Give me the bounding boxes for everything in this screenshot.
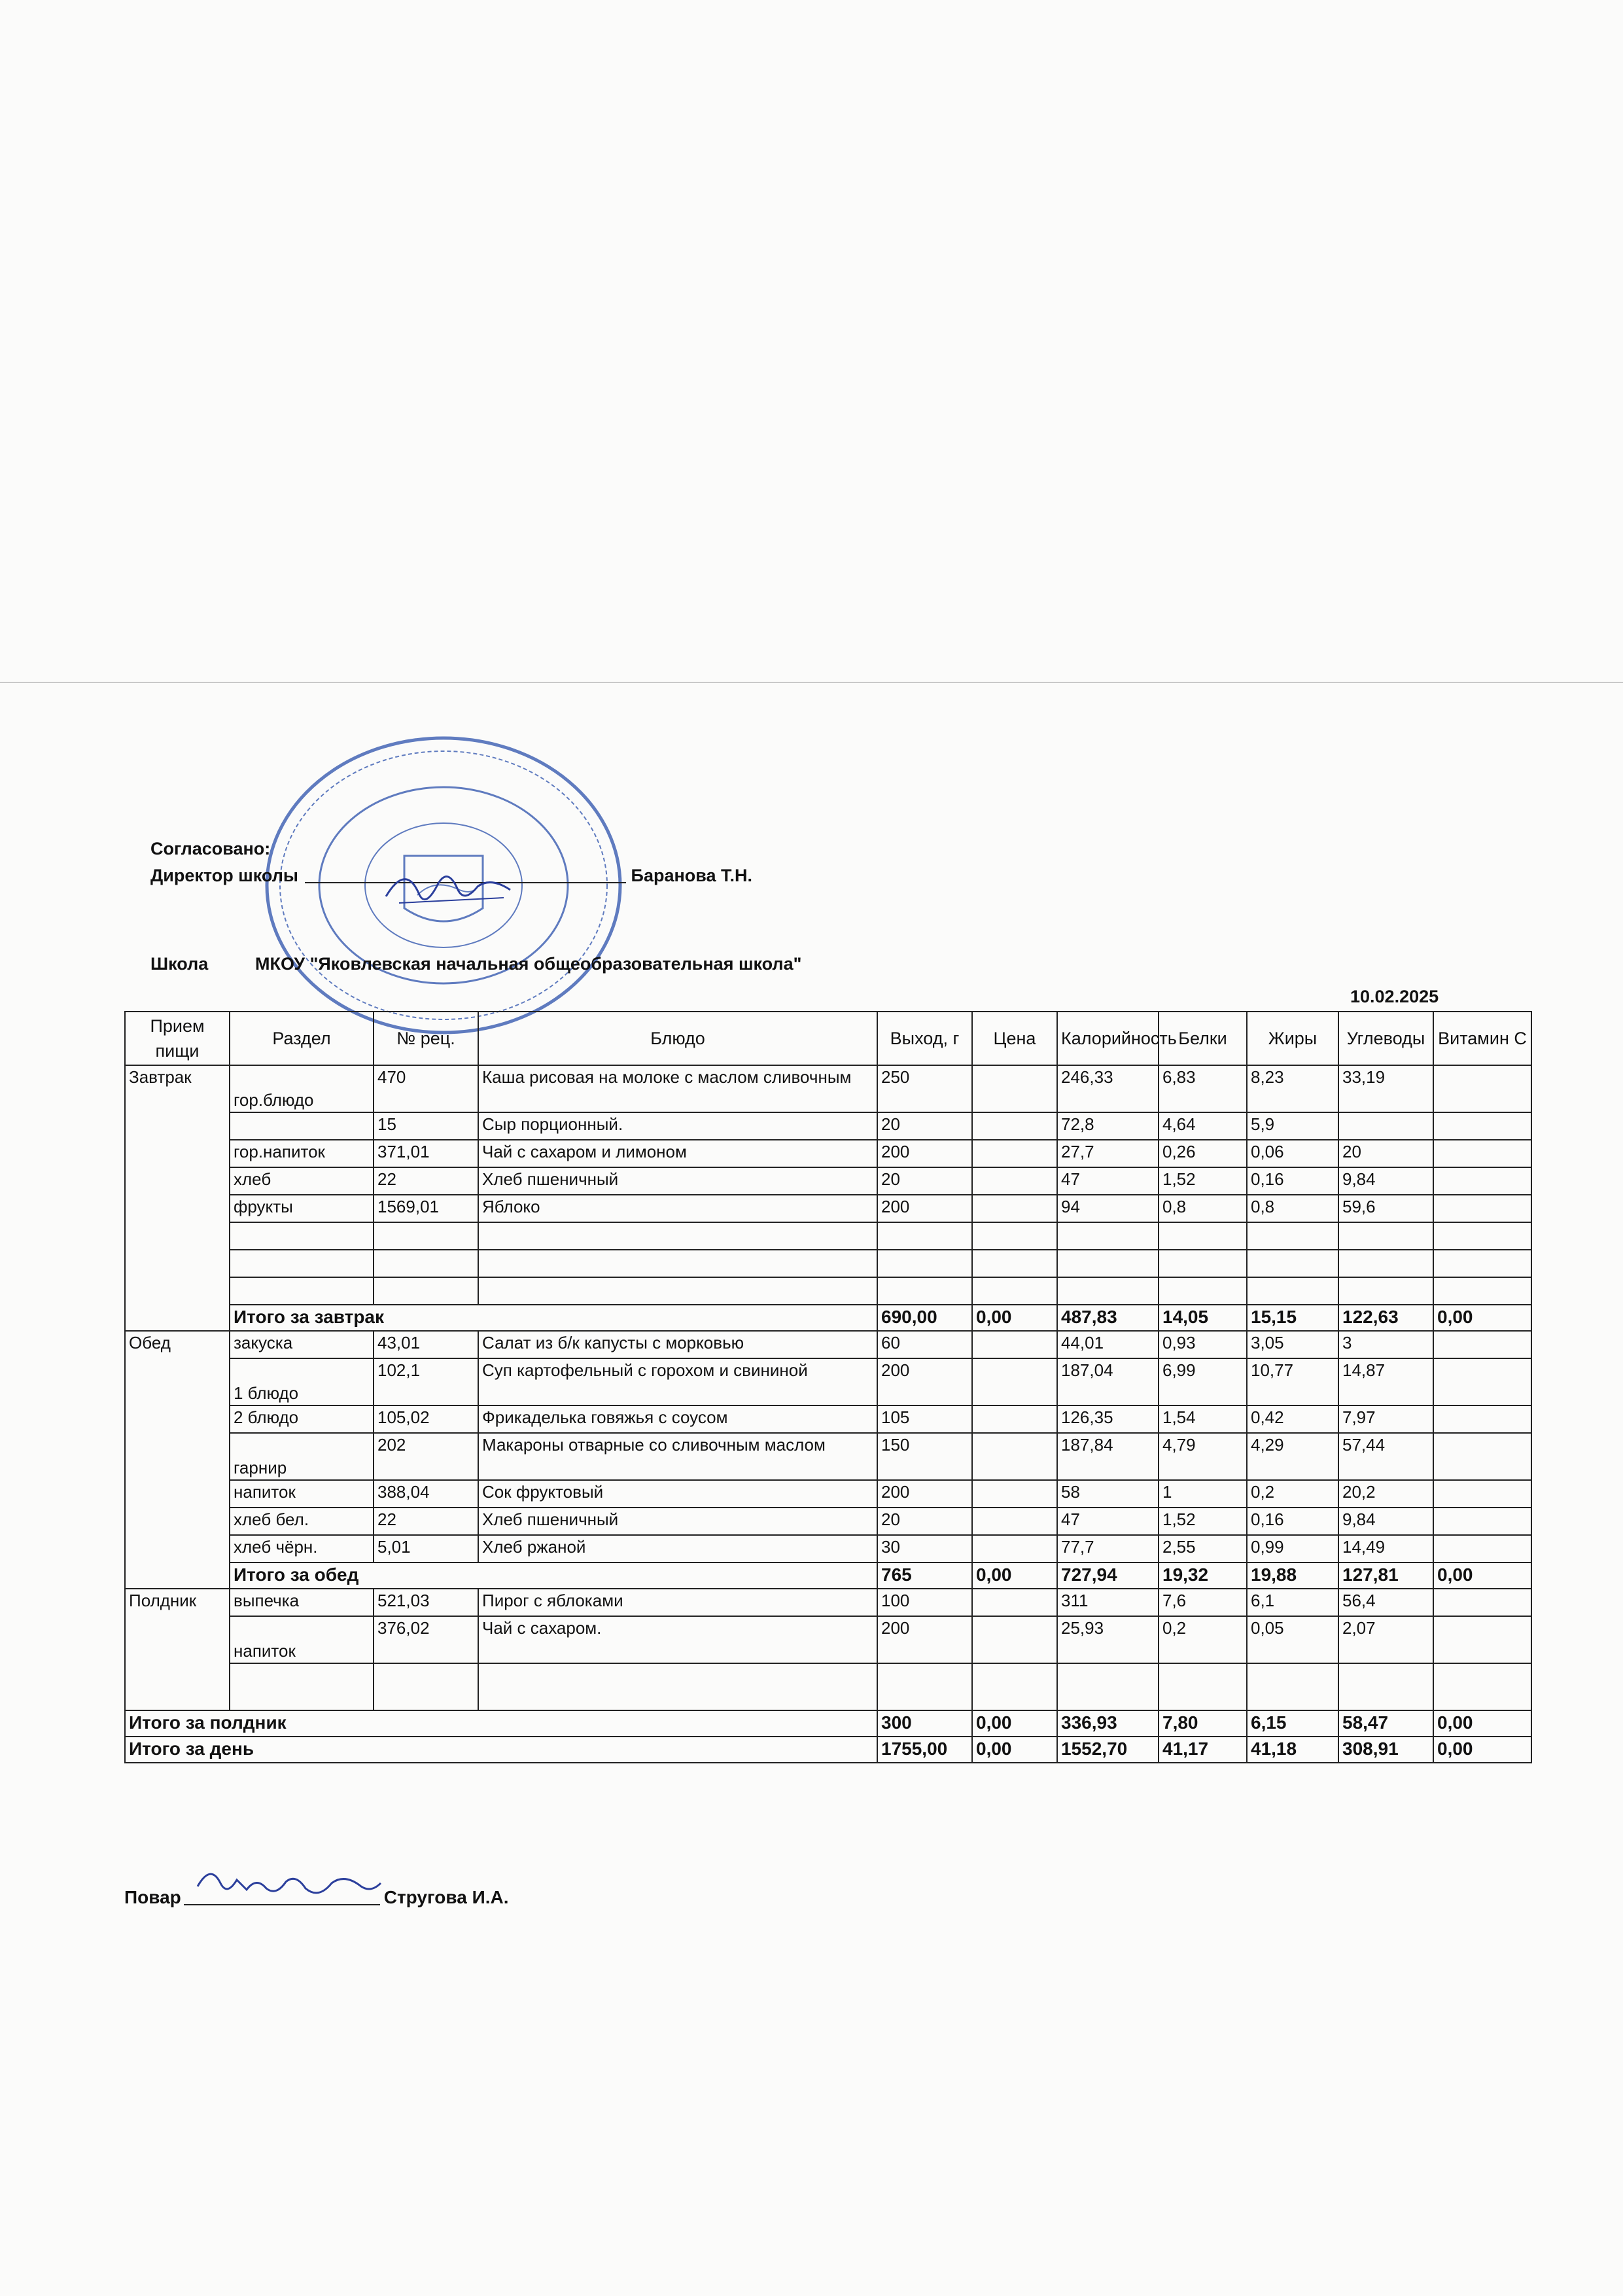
- col-header: Блюдо: [478, 1012, 877, 1065]
- protein-cell: 4,64: [1159, 1112, 1247, 1140]
- section-cell: фрукты: [230, 1195, 374, 1222]
- meal-snack: Полдник: [125, 1589, 230, 1710]
- vitc-cell: [1433, 1358, 1531, 1405]
- dish-cell: Хлеб пшеничный: [478, 1167, 877, 1195]
- approved-label: Согласовано:: [150, 839, 271, 858]
- fat-cell: 0,05: [1247, 1616, 1338, 1663]
- table-header-row: [125, 1012, 1531, 1065]
- table-row: [125, 1433, 1531, 1480]
- dish-cell: Каша рисовая на молоке с маслом сливочным: [478, 1065, 877, 1112]
- fat-cell: 0,16: [1247, 1167, 1338, 1195]
- kcal-cell: 126,35: [1057, 1405, 1159, 1433]
- vitc-cell: [1433, 1140, 1531, 1167]
- dish-cell: Яблоко: [478, 1195, 877, 1222]
- total-carbs: 58,47: [1338, 1710, 1433, 1737]
- director-signature: [379, 857, 523, 916]
- section-cell: [230, 1112, 374, 1140]
- recipe-cell: 371,01: [374, 1140, 478, 1167]
- carbs-cell: 14,49: [1338, 1535, 1433, 1563]
- total-fat: 19,88: [1247, 1563, 1338, 1589]
- total-weight: 765: [877, 1563, 972, 1589]
- kcal-cell: 311: [1057, 1589, 1159, 1616]
- weight-cell: 200: [877, 1140, 972, 1167]
- section-cell: напиток: [230, 1616, 374, 1663]
- dish-cell: Пирог с яблоками: [478, 1589, 877, 1616]
- price-cell: [972, 1112, 1057, 1140]
- table-row: [125, 1140, 1531, 1167]
- dish-cell: Салат из б/к капусты с морковью: [478, 1331, 877, 1358]
- vitc-cell: [1433, 1433, 1531, 1480]
- vitc-cell: [1433, 1405, 1531, 1433]
- kcal-cell: 58: [1057, 1480, 1159, 1508]
- price-cell: [972, 1616, 1057, 1663]
- cook-signature-line: [184, 1884, 380, 1905]
- kcal-cell: 187,84: [1057, 1433, 1159, 1480]
- table-row-empty: [125, 1250, 1531, 1277]
- col-header: № рец.: [374, 1012, 478, 1065]
- table-row-empty: [125, 1222, 1531, 1250]
- protein-cell: 0,2: [1159, 1616, 1247, 1663]
- table-row-empty: [125, 1277, 1531, 1305]
- recipe-cell: 1569,01: [374, 1195, 478, 1222]
- carbs-cell: 2,07: [1338, 1616, 1433, 1663]
- total-weight: 690,00: [877, 1305, 972, 1331]
- kcal-cell: 25,93: [1057, 1616, 1159, 1663]
- total-carbs: 127,81: [1338, 1563, 1433, 1589]
- price-cell: [972, 1433, 1057, 1480]
- protein-cell: 1,52: [1159, 1508, 1247, 1535]
- total-carbs: 122,63: [1338, 1305, 1433, 1331]
- protein-cell: 6,99: [1159, 1358, 1247, 1405]
- weight-cell: 20: [877, 1167, 972, 1195]
- total-protein: 14,05: [1159, 1305, 1247, 1331]
- section-cell: закуска: [230, 1331, 374, 1358]
- table-row: [125, 1480, 1531, 1508]
- kcal-cell: 187,04: [1057, 1358, 1159, 1405]
- table-row: [125, 1195, 1531, 1222]
- protein-cell: 1,54: [1159, 1405, 1247, 1433]
- carbs-cell: 7,97: [1338, 1405, 1433, 1433]
- weight-cell: 60: [877, 1331, 972, 1358]
- protein-cell: 0,26: [1159, 1140, 1247, 1167]
- vitc-cell: [1433, 1616, 1531, 1663]
- recipe-cell: 22: [374, 1508, 478, 1535]
- total-kcal: 727,94: [1057, 1563, 1159, 1589]
- total-label: Итого за полдник: [125, 1710, 877, 1737]
- dish-cell: Макароны отварные со сливочным маслом: [478, 1433, 877, 1480]
- dish-cell: Хлеб пшеничный: [478, 1508, 877, 1535]
- carbs-cell: [1338, 1112, 1433, 1140]
- weight-cell: 200: [877, 1616, 972, 1663]
- kcal-cell: 77,7: [1057, 1535, 1159, 1563]
- school-row: [150, 954, 801, 974]
- col-header: Углеводы: [1338, 1012, 1433, 1065]
- weight-cell: 150: [877, 1433, 972, 1480]
- table-row-empty: [125, 1663, 1531, 1710]
- carbs-cell: 9,84: [1338, 1167, 1433, 1195]
- table-row: [125, 1167, 1531, 1195]
- carbs-cell: 59,6: [1338, 1195, 1433, 1222]
- col-header: Калорийность: [1057, 1012, 1159, 1065]
- table-row: [125, 1065, 1531, 1112]
- recipe-cell: 5,01: [374, 1535, 478, 1563]
- total-kcal: 336,93: [1057, 1710, 1159, 1737]
- recipe-cell: 102,1: [374, 1358, 478, 1405]
- fat-cell: 0,42: [1247, 1405, 1338, 1433]
- cook-name: Стругова И.А.: [383, 1887, 509, 1907]
- total-label: Итого за завтрак: [230, 1305, 877, 1331]
- table-row: [125, 1112, 1531, 1140]
- section-cell: выпечка: [230, 1589, 374, 1616]
- protein-cell: 0,8: [1159, 1195, 1247, 1222]
- fat-cell: 0,06: [1247, 1140, 1338, 1167]
- section-cell: гор.напиток: [230, 1140, 374, 1167]
- carbs-cell: 57,44: [1338, 1433, 1433, 1480]
- dish-cell: Суп картофельный с горохом и свининой: [478, 1358, 877, 1405]
- vitc-cell: [1433, 1065, 1531, 1112]
- kcal-cell: 47: [1057, 1167, 1159, 1195]
- dish-cell: Чай с сахаром и лимоном: [478, 1140, 877, 1167]
- vitc-cell: [1433, 1167, 1531, 1195]
- total-weight: 1755,00: [877, 1737, 972, 1763]
- kcal-cell: 27,7: [1057, 1140, 1159, 1167]
- dish-cell: Сыр порционный.: [478, 1112, 877, 1140]
- recipe-cell: 22: [374, 1167, 478, 1195]
- page-fold-line: [0, 682, 1623, 683]
- total-protein: 41,17: [1159, 1737, 1247, 1763]
- table-row: [125, 1331, 1531, 1358]
- col-header: Витамин С: [1433, 1012, 1531, 1065]
- weight-cell: 100: [877, 1589, 972, 1616]
- protein-cell: 7,6: [1159, 1589, 1247, 1616]
- table-row: [125, 1358, 1531, 1405]
- weight-cell: 105: [877, 1405, 972, 1433]
- table-row: [125, 1589, 1531, 1616]
- carbs-cell: 33,19: [1338, 1065, 1433, 1112]
- total-carbs: 308,91: [1338, 1737, 1433, 1763]
- dish-cell: Хлеб ржаной: [478, 1535, 877, 1563]
- weight-cell: 20: [877, 1508, 972, 1535]
- carbs-cell: 3: [1338, 1331, 1433, 1358]
- fat-cell: 0,8: [1247, 1195, 1338, 1222]
- total-fat: 6,15: [1247, 1710, 1338, 1737]
- total-row-snack: [125, 1710, 1531, 1737]
- protein-cell: 4,79: [1159, 1433, 1247, 1480]
- carbs-cell: 56,4: [1338, 1589, 1433, 1616]
- section-cell: гарнир: [230, 1433, 374, 1480]
- price-cell: [972, 1167, 1057, 1195]
- school-label: Школа: [150, 954, 209, 974]
- total-fat: 15,15: [1247, 1305, 1338, 1331]
- table-row: [125, 1535, 1531, 1563]
- meal-breakfast: Завтрак: [125, 1065, 230, 1331]
- fat-cell: 0,2: [1247, 1480, 1338, 1508]
- vitc-cell: [1433, 1508, 1531, 1535]
- recipe-cell: 105,02: [374, 1405, 478, 1433]
- menu-date: 10.02.2025: [1350, 987, 1439, 1006]
- fat-cell: 6,1: [1247, 1589, 1338, 1616]
- price-cell: [972, 1065, 1057, 1112]
- protein-cell: 2,55: [1159, 1535, 1247, 1563]
- weight-cell: 200: [877, 1358, 972, 1405]
- dish-cell: Чай с сахаром.: [478, 1616, 877, 1663]
- section-cell: хлеб бел.: [230, 1508, 374, 1535]
- weight-cell: 200: [877, 1480, 972, 1508]
- vitc-cell: [1433, 1195, 1531, 1222]
- price-cell: [972, 1195, 1057, 1222]
- fat-cell: 0,16: [1247, 1508, 1338, 1535]
- cook-label: Повар: [124, 1887, 181, 1907]
- total-row-lunch: [125, 1563, 1531, 1589]
- recipe-cell: 202: [374, 1433, 478, 1480]
- director-name: Баранова Т.Н.: [631, 866, 752, 885]
- dish-cell: Сок фруктовый: [478, 1480, 877, 1508]
- weight-cell: 200: [877, 1195, 972, 1222]
- vitc-cell: [1433, 1589, 1531, 1616]
- total-row-breakfast: [125, 1305, 1531, 1331]
- total-price: 0,00: [972, 1563, 1057, 1589]
- kcal-cell: 246,33: [1057, 1065, 1159, 1112]
- total-label: Итого за день: [125, 1737, 877, 1763]
- section-cell: 2 блюдо: [230, 1405, 374, 1433]
- cook-row: [124, 1884, 509, 1908]
- col-header: Прием пищи: [125, 1012, 230, 1065]
- total-price: 0,00: [972, 1737, 1057, 1763]
- fat-cell: 10,77: [1247, 1358, 1338, 1405]
- section-cell: гор.блюдо: [230, 1065, 374, 1112]
- recipe-cell: 521,03: [374, 1589, 478, 1616]
- col-header: Цена: [972, 1012, 1057, 1065]
- weight-cell: 250: [877, 1065, 972, 1112]
- carbs-cell: 20,2: [1338, 1480, 1433, 1508]
- kcal-cell: 72,8: [1057, 1112, 1159, 1140]
- col-header: Выход, г: [877, 1012, 972, 1065]
- fat-cell: 0,99: [1247, 1535, 1338, 1563]
- price-cell: [972, 1140, 1057, 1167]
- section-cell: напиток: [230, 1480, 374, 1508]
- fat-cell: 4,29: [1247, 1433, 1338, 1480]
- total-kcal: 1552,70: [1057, 1737, 1159, 1763]
- vitc-cell: [1433, 1535, 1531, 1563]
- carbs-cell: 20: [1338, 1140, 1433, 1167]
- table-row: [125, 1508, 1531, 1535]
- director-label: Директор школы: [150, 866, 298, 885]
- school-name: МКОУ "Яковлевская начальная общеобразовательная школа": [255, 954, 802, 974]
- menu-table: [124, 1011, 1532, 1763]
- fat-cell: 5,9: [1247, 1112, 1338, 1140]
- recipe-cell: 388,04: [374, 1480, 478, 1508]
- kcal-cell: 47: [1057, 1508, 1159, 1535]
- protein-cell: 6,83: [1159, 1065, 1247, 1112]
- total-protein: 7,80: [1159, 1710, 1247, 1737]
- total-price: 0,00: [972, 1305, 1057, 1331]
- weight-cell: 30: [877, 1535, 972, 1563]
- table-row: [125, 1405, 1531, 1433]
- recipe-cell: 376,02: [374, 1616, 478, 1663]
- price-cell: [972, 1405, 1057, 1433]
- weight-cell: 20: [877, 1112, 972, 1140]
- meal-lunch: Обед: [125, 1331, 230, 1589]
- protein-cell: 0,93: [1159, 1331, 1247, 1358]
- total-row-day: [125, 1737, 1531, 1763]
- total-label: Итого за обед: [230, 1563, 877, 1589]
- section-cell: 1 блюдо: [230, 1358, 374, 1405]
- recipe-cell: 43,01: [374, 1331, 478, 1358]
- price-cell: [972, 1535, 1057, 1563]
- carbs-cell: 9,84: [1338, 1508, 1433, 1535]
- col-header: Белки: [1159, 1012, 1247, 1065]
- col-header: Раздел: [230, 1012, 374, 1065]
- price-cell: [972, 1358, 1057, 1405]
- table-row: [125, 1616, 1531, 1663]
- total-vitc: 0,00: [1433, 1710, 1531, 1737]
- total-protein: 19,32: [1159, 1563, 1247, 1589]
- protein-cell: 1,52: [1159, 1167, 1247, 1195]
- total-kcal: 487,83: [1057, 1305, 1159, 1331]
- kcal-cell: 44,01: [1057, 1331, 1159, 1358]
- recipe-cell: 470: [374, 1065, 478, 1112]
- total-fat: 41,18: [1247, 1737, 1338, 1763]
- vitc-cell: [1433, 1480, 1531, 1508]
- kcal-cell: 94: [1057, 1195, 1159, 1222]
- vitc-cell: [1433, 1112, 1531, 1140]
- fat-cell: 3,05: [1247, 1331, 1338, 1358]
- total-vitc: 0,00: [1433, 1305, 1531, 1331]
- vitc-cell: [1433, 1331, 1531, 1358]
- dish-cell: Фрикаделька говяжья с соусом: [478, 1405, 877, 1433]
- col-header: Жиры: [1247, 1012, 1338, 1065]
- carbs-cell: 14,87: [1338, 1358, 1433, 1405]
- price-cell: [972, 1480, 1057, 1508]
- price-cell: [972, 1331, 1057, 1358]
- total-vitc: 0,00: [1433, 1563, 1531, 1589]
- section-cell: хлеб: [230, 1167, 374, 1195]
- protein-cell: 1: [1159, 1480, 1247, 1508]
- recipe-cell: 15: [374, 1112, 478, 1140]
- price-cell: [972, 1589, 1057, 1616]
- total-price: 0,00: [972, 1710, 1057, 1737]
- section-cell: хлеб чёрн.: [230, 1535, 374, 1563]
- fat-cell: 8,23: [1247, 1065, 1338, 1112]
- price-cell: [972, 1508, 1057, 1535]
- total-vitc: 0,00: [1433, 1737, 1531, 1763]
- total-weight: 300: [877, 1710, 972, 1737]
